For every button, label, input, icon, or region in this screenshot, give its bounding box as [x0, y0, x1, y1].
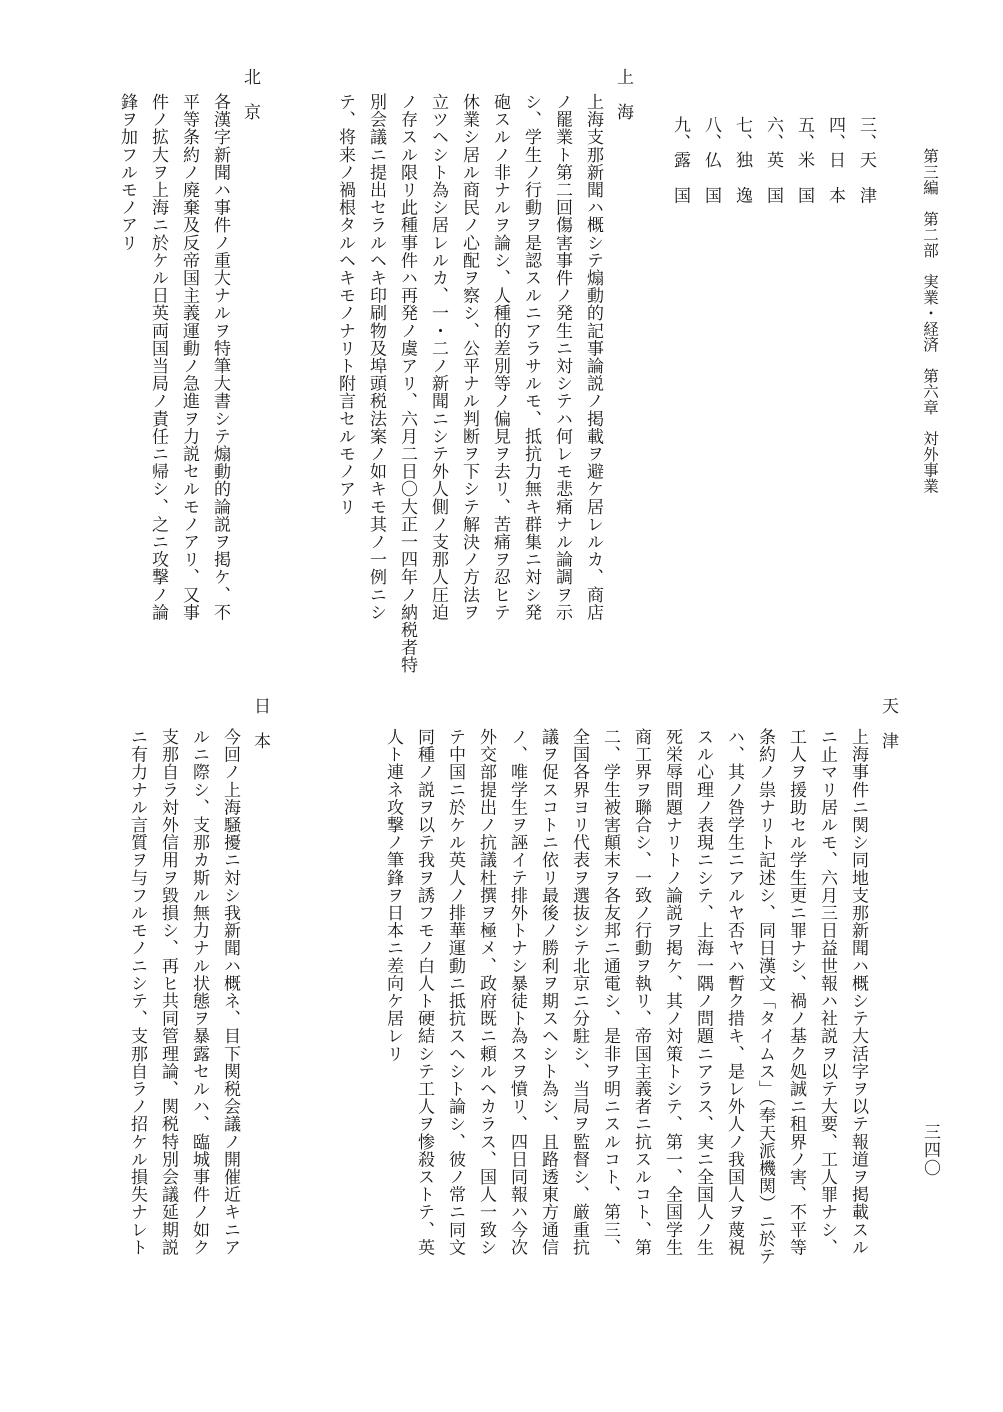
section-japan — [121, 728, 245, 1256]
text-line: テ、将来ノ禍根タルヘキモノナリト附言セルモノアリ — [335, 93, 355, 516]
text-line: シ、学生ノ行動ヲ是認スルニアラサルモ、抵抗力無キ群集ニ対シ発 — [521, 93, 541, 621]
list-item: 九、露 国 — [670, 116, 690, 204]
text-line: 各漢字新聞ハ事件ノ重大ナルヲ特筆大書シテ煽動的論説ヲ掲ケ、不 — [210, 93, 230, 621]
text-line: ノ、唯学生ヲ誣イテ排外トナシ暴徒ト為スヲ憤リ、四日同報ハ今次 — [507, 728, 527, 1256]
text-line: 同種ノ説ヲ以テ我ヲ誘フモノ白人ト硬結シテ工人ヲ惨殺ストテ、英 — [414, 728, 434, 1256]
text-line: 砲スルノ非ナルヲ論シ、人種的差別等ノ偏見ヲ去リ、苦痛ヲ忍ヒテ — [490, 93, 510, 621]
section-tianjin — [377, 728, 873, 1265]
text-line: ニ止マリ居ルモ、六月三日益世報ハ社説ヲ以テ大要、工人罪ナシ、 — [817, 728, 837, 1256]
text-line: 上海支那新聞ハ概シテ煽動的記事論説ノ掲載ヲ避ケ居レルカ、商店 — [583, 93, 603, 621]
text-line: 死栄辱問題ナリトノ論説ヲ掲ケ、其ノ対策トシテ、第一、全国学生 — [662, 728, 682, 1256]
list-item: 三、天 津 — [856, 116, 876, 204]
text-line: 外交部提出ノ抗議杜撰ヲ極メ、政府既ニ頼ルヘカラス、国人一致シ — [476, 728, 496, 1256]
section-heading-japan: 日 本 — [250, 697, 270, 750]
section-heading-tianjin: 天 津 — [878, 697, 898, 750]
text-line: ハ、其ノ咎学生ニアルヤ否ヤハ暫ク措キ、是レ外人ノ我国人ヲ蔑視 — [724, 728, 744, 1256]
section-beijing — [111, 93, 235, 621]
text-line: 全国各界ヨリ代表ヲ選抜シテ北京ニ分駐シ、当局ヲ監督シ、厳重抗 — [569, 728, 589, 1256]
text-line: ルニ際シ、支那カ斯ル無力ナル状態ヲ暴露セルハ、臨城事件ノ如ク — [189, 728, 209, 1256]
text-line: テ中国ニ於ケル英人ノ排華運動ニ抵抗スヘシト論シ、彼ノ常ニ同文 — [445, 728, 465, 1256]
country-list — [664, 116, 881, 204]
text-line: 支那自ラ対外信用ヲ毀損シ、再ヒ共同管理論、関税特別会議延期説 — [158, 728, 178, 1256]
list-item: 六、英 国 — [763, 116, 783, 204]
text-line: 人ト連ネ攻撃ノ筆鋒ヲ日本ニ差向ケ居レリ — [383, 728, 403, 1063]
text-line: 議ヲ促スコトニ依リ最後ノ勝利ヲ期スヘシト為シ、且路透東方通信 — [538, 728, 558, 1256]
list-item: 七、独 逸 — [732, 116, 752, 204]
text-line: 工人ヲ援助セル学生更ニ罪ナシ、禍ノ基ク処誠ニ租界ノ害、不平等 — [786, 728, 806, 1256]
text-line: ノ罷業ト第二回傷害事件ノ発生ニ対シテハ何レモ悲痛ナル論調ヲ示 — [552, 93, 572, 621]
list-item: 八、仏 国 — [701, 116, 721, 204]
text-line: 件ノ拡大ヲ上海ニ於ケル日英両国当局ノ責任ニ帰シ、之ニ攻撃ノ論 — [148, 93, 168, 621]
list-item: 五、米 国 — [794, 116, 814, 204]
text-line: 商工界ヲ聯合シ、一致ノ行動ヲ執リ、帝国主義者ニ抗スルコト、第 — [631, 728, 651, 1256]
running-header: 第三編 第二部 実業・経済 第六章 対外事業 — [921, 148, 939, 494]
text-line: 条約ノ祟ナリト記述シ、同日漢文「タイムス」（奉天派機関）ニ於テ — [755, 728, 775, 1266]
text-line: 今回ノ上海騒擾ニ対シ我新聞ハ概ネ、目下関税会議ノ開催近キニア — [220, 728, 240, 1256]
text-line: ニ有力ナル言質ヲ与フルモノニシテ、支那自ラノ招ケル損失ナレト — [127, 728, 147, 1256]
page-number: 三四〇 — [920, 1123, 940, 1177]
text-line: 上海事件ニ関シ同地支那新聞ハ概シテ大活字ヲ以テ報道ヲ掲載スル — [848, 728, 868, 1256]
text-line: スル心理ノ表現ニシテ、上海一隅ノ問題ニアラス、実ニ全国人ノ生 — [693, 728, 713, 1256]
section-heading-shanghai: 上 海 — [613, 68, 633, 121]
list-item: 四、日 本 — [825, 116, 845, 204]
text-line: 立ツヘシト為シ居レルカ、一・二ノ新聞ニシテ外人側ノ支那人圧迫 — [428, 93, 448, 621]
section-heading-beijing: 北 京 — [240, 68, 260, 121]
text-line: 休業シ居ル商民ノ心配ヲ察シ、公平ナル判断ヲ下シテ解決ノ方法ヲ — [459, 93, 479, 621]
text-line: 別会議ニ提出セラルヘキ印刷物及埠頭税法案ノ如キモ其ノ一例ニシ — [366, 93, 386, 621]
text-line: 鋒ヲ加フルモノアリ — [117, 93, 137, 252]
text-line: 二、学生被害顛末ヲ各友邦ニ通電シ、是非ヲ明ニスルコト、第三、 — [600, 728, 620, 1256]
text-line: ノ存スル限リ此種事件ハ再発ノ虞アリ、六月二日〇大正一四年ノ納税者特 — [397, 93, 417, 674]
text-line: 平等条約ノ廃棄及反帝国主義運動ノ急進ヲ力説セルモノアリ、又事 — [179, 93, 199, 621]
section-shanghai — [329, 93, 608, 674]
